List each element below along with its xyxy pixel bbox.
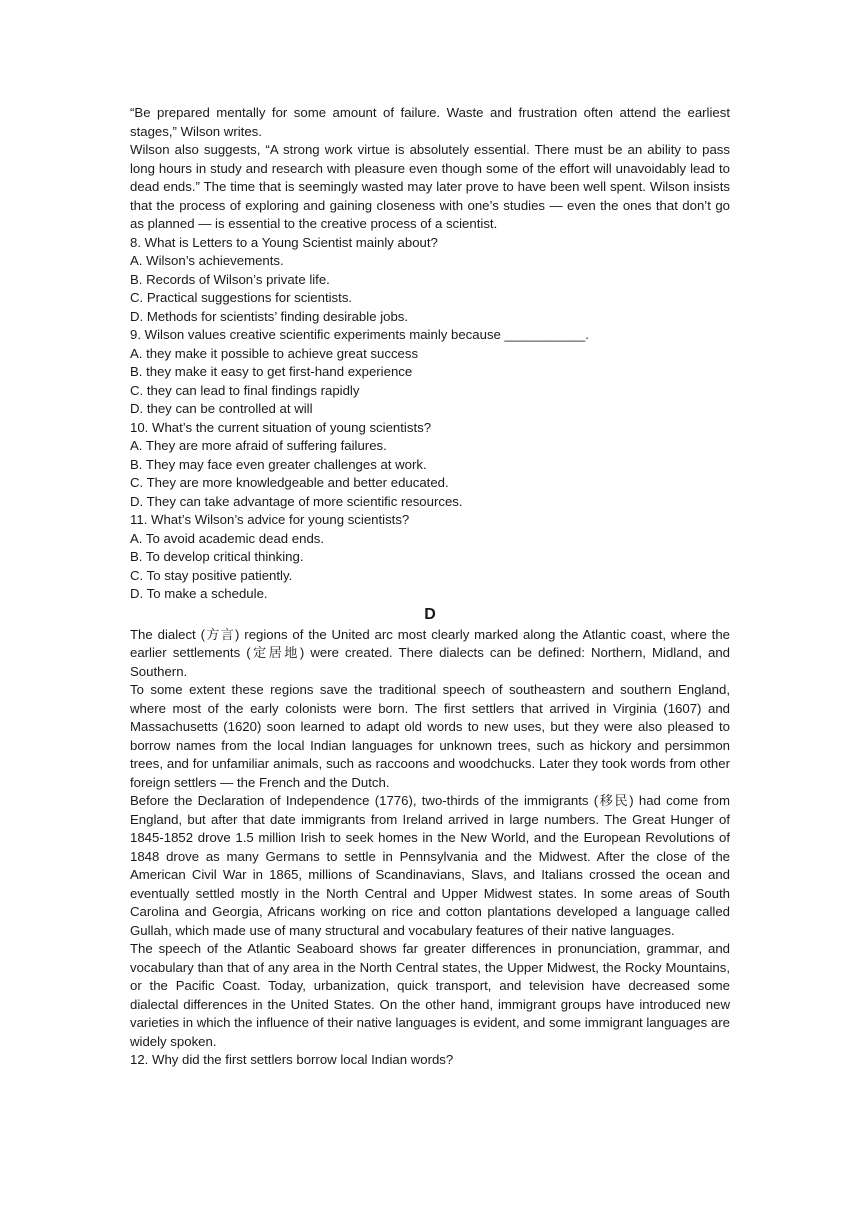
question-9 (130, 326, 730, 419)
answer-option: D. To make a schedule. (130, 586, 268, 601)
answer-option: D. Methods for scientists’ finding desirable jobs. (130, 308, 409, 324)
answer-option: A. They are more afraid of suffering failures. (130, 438, 387, 453)
question-11 (130, 511, 730, 604)
passage-d-paragraph: To some extent these regions save the traditional speech of southeastern and southern England, where most of the early colonists were born. The first settlers that arrived in Virginia (1607) and Massachusetts (1620) soon learned to adapt old words to new uses, but they were also pleased to borrow names from the local Indian languages for unknown trees, such as hickory and persimmon trees, and for unfamiliar animals, such as raccoons and woodchucks. Later they took words from other foreign settlers — the French and the Dutch. (130, 682, 730, 790)
passage-c-paragraph: “Be prepared mentally for some amount of failure. Waste and frustration often attend the earliest stages,” Wilson writes. (130, 105, 730, 139)
answer-option: D. they can be controlled at will (130, 401, 313, 416)
answer-option: B. Records of Wilson’s private life. (130, 271, 330, 287)
answer-option: A. To avoid academic dead ends. (130, 530, 325, 546)
passage-c-paragraph: Wilson also suggests, “A strong work virtue is absolutely essential. There must be an ability to pass long hours in study and research with pleasure even though some of the effort will unavoidably lead to dead ends.” The time that is seemingly wasted may later prove to have been well spent. Wilson insists that the process of exploring and gaining closeness with one’s studies — even the ones that don’t go as planned — is essential to the creative process of a scientist. (130, 142, 730, 231)
question-stem: 10. What’s the current situation of young scientists? (130, 419, 432, 435)
answer-option: A. they make it possible to achieve great success (130, 345, 419, 361)
answer-option: C. To stay positive patiently. (130, 567, 293, 583)
question-10 (130, 419, 730, 512)
question-stem: 9. Wilson values creative scientific experiments mainly because ___________. (130, 327, 589, 342)
answer-option: B. they make it easy to get first-hand experience (130, 364, 413, 379)
answer-option: B. They may face even greater challenges at work. (130, 456, 427, 472)
document-body (130, 104, 730, 1070)
answer-option: D. They can take advantage of more scientific resources. (130, 493, 463, 509)
answer-option: B. To develop critical thinking. (130, 549, 304, 564)
question-8 (130, 234, 730, 327)
question-stem: 11. What’s Wilson’s advice for young scientists? (130, 512, 410, 527)
answer-option: A. Wilson’s achievements. (130, 253, 284, 268)
passage-d-paragraph: The speech of the Atlantic Seaboard shows far greater differences in pronunciation, grammar, and vocabulary than that of any area in the North Central states, the Upper Midwest, the Rocky Mountains, or the Pacific Coast. Today, urbanization, quick transport, and television have decreased some dialectal differences in the United States. On the other hand, immigrant groups have introduced new varieties in which the influence of their native languages is evident, and some immigrant languages are widely spoken. (130, 941, 730, 1049)
answer-option: C. they can lead to final findings rapidly (130, 382, 360, 398)
section-heading: D (424, 605, 436, 623)
question-stem: 8. What is Letters to a Young Scientist mainly about? (130, 234, 438, 250)
answer-option: C. Practical suggestions for scientists. (130, 290, 353, 305)
question-stem: 12. Why did the first settlers borrow local Indian words? (130, 1052, 454, 1067)
answer-option: C. They are more knowledgeable and better educated. (130, 475, 449, 490)
passage-d-paragraph: Before the Declaration of Independence (1776), two-thirds of the immigrants (移民) had come from England, but after that date immigrants from Ireland arrived in large numbers. The Great Hunger of 1845-1852 drove 1.5 million Irish to seek homes in the New World, and the European Revolutions of 1848 drove as many Germans to settle in Pennsylvania and the Midwest. After the close of the American Civil War in 1865, millions of Scandinavians, Slavs, and Italians crossed the ocean and eventually settled mostly in the North Central and Upper Midwest states. In some areas of South Carolina and Georgia, Africans working on rice and cotton plantations developed a language called Gullah, which made use of many structural and vocabulary features of their native languages. (130, 793, 730, 938)
passage-d-paragraph: The dialect (方言) regions of the United arc most clearly marked along the Atlantic coast, where the earlier settlements (定居地) were created. There dialects can be defined: Northern, Midland, and Southern. (130, 626, 730, 679)
